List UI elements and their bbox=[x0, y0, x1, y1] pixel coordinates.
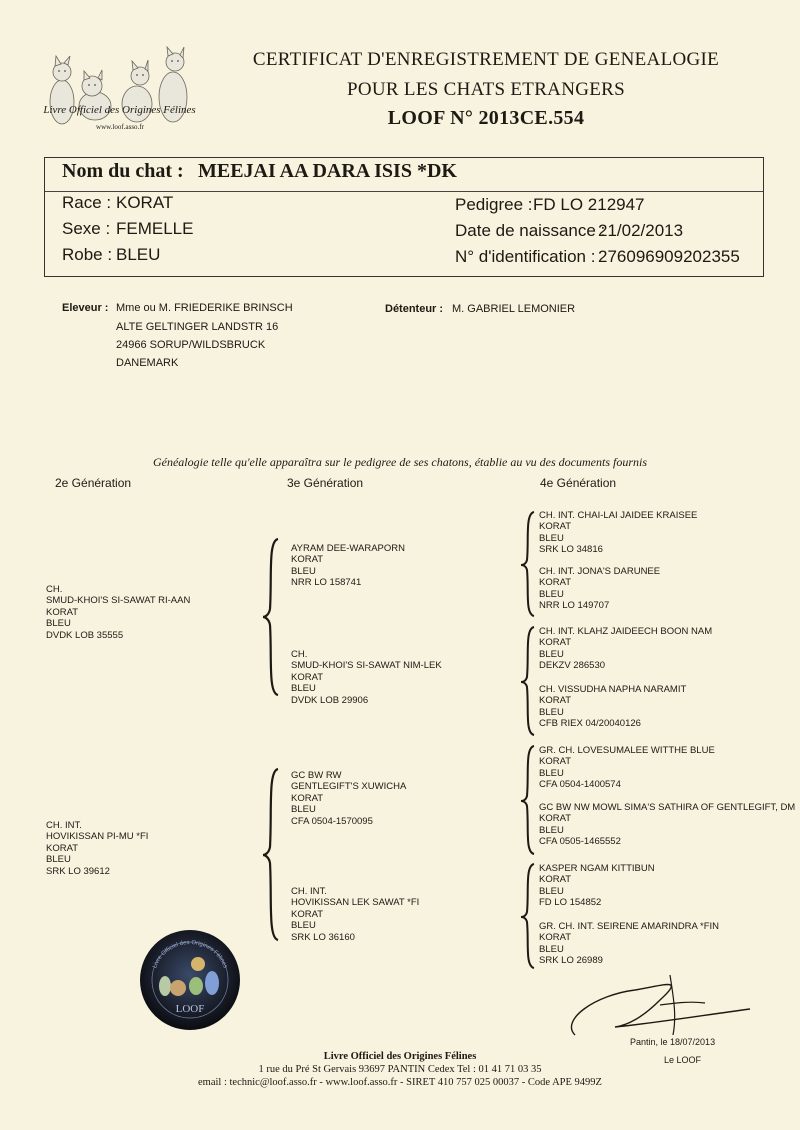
breeder-label: Eleveur : bbox=[62, 302, 109, 314]
gen3-ancestor-1: AYRAM DEE-WARAPORN KORAT BLEU NRR LO 158741 bbox=[291, 543, 406, 589]
seal-ring-text: Livre Officiel des Origines Félines bbox=[152, 939, 228, 970]
gen4-ancestor-3: CH. INT. KLAHZ JAIDEECH BOON NAM KORAT BLEU DEKZV 286530 bbox=[539, 626, 713, 672]
gen2-heading: 2e Génération bbox=[55, 476, 132, 490]
pedigree-value: FD LO 212947 bbox=[533, 195, 645, 214]
logo-caption: Livre Officiel des Origines Félines bbox=[43, 104, 196, 116]
gen3-ancestor-4: CH. INT. HOVIKISSAN LEK SAWAT *FI KORAT BLEU SRK LO 36160 bbox=[291, 886, 420, 943]
seal-loof-text: LOOF bbox=[175, 1003, 205, 1015]
loof-number: LOOF N° 2013CE.554 bbox=[387, 107, 585, 129]
birth-label: Date de naissance : bbox=[455, 221, 606, 240]
gen4-ancestor-1: CH. INT. CHAI-LAI JAIDEE KRAISEE KORAT BLEU SRK LO 34816 bbox=[539, 510, 698, 556]
gen4-ancestor-6: GC BW NW MOWL SIMA'S SATHIRA OF GENTLEGIFT, DM KORAT BLEU CFA 0505-1465552 bbox=[539, 802, 796, 848]
certificate-subtitle: POUR LES CHATS ETRANGERS bbox=[347, 79, 625, 100]
race-value: KORAT bbox=[116, 193, 174, 212]
holder-name: M. GABRIEL LEMONIER bbox=[452, 303, 576, 315]
gen4-ancestor-4: CH. VISSUDHA NAPHA NARAMIT KORAT BLEU CFB RIEX 04/20040126 bbox=[539, 684, 687, 730]
cat-name: MEEJAI AA DARA ISIS *DK bbox=[198, 160, 457, 182]
birth-value: 21/02/2013 bbox=[598, 221, 684, 240]
logo-url: www.loof.asso.fr bbox=[96, 123, 144, 131]
gen3-brace-bottom bbox=[262, 767, 282, 942]
breeder-line3: 24966 SORUP/WILDSBRUCK bbox=[116, 339, 266, 351]
robe-label: Robe : bbox=[62, 245, 113, 264]
loof-seal-hologram bbox=[138, 928, 242, 1032]
gen2-ancestor-dam: CH. INT. HOVIKISSAN PI-MU *FI KORAT BLEU SRK LO 39612 bbox=[46, 820, 149, 877]
genealogy-note: Généalogie telle qu'elle apparaîtra sur le pedigree de ses chatons, établie au vu des documents fournis bbox=[152, 455, 648, 469]
sexe-value: FEMELLE bbox=[116, 219, 194, 238]
breeder-line2: ALTE GELTINGER LANDSTR 16 bbox=[116, 321, 279, 333]
cat-name-label: Nom du chat : bbox=[62, 160, 184, 182]
gen4-brace-3 bbox=[520, 744, 538, 856]
pedigree-label: Pedigree : bbox=[455, 195, 533, 214]
footer-address: 1 rue du Pré St Gervais 93697 PANTIN Cedex Tel : 01 41 71 03 35 bbox=[258, 1064, 542, 1075]
breeder-line1: Mme ou M. FRIEDERIKE BRINSCH bbox=[116, 302, 293, 314]
certificate-title: CERTIFICAT D'ENREGISTREMENT DE GENEALOGIE bbox=[252, 49, 720, 70]
gen3-ancestor-3: GC BW RW GENTLEGIFT'S XUWICHA KORAT BLEU CFA 0504-1570095 bbox=[291, 770, 407, 827]
footer-org: Livre Officiel des Origines Félines bbox=[323, 1051, 477, 1062]
gen4-ancestor-2: CH. INT. JONA'S DARUNEE KORAT BLEU NRR LO 149707 bbox=[539, 566, 661, 612]
gen3-brace-top bbox=[262, 537, 282, 697]
gen4-brace-2 bbox=[520, 625, 538, 737]
breeder-line4: DANEMARK bbox=[116, 357, 179, 369]
gen4-heading: 4e Génération bbox=[540, 476, 617, 490]
gen4-brace-4 bbox=[520, 862, 538, 970]
gen4-ancestor-5: GR. CH. LOVESUMALEE WITTHE BLUE KORAT BLEU CFA 0504-1400574 bbox=[539, 745, 715, 791]
id-label: N° d'identification : bbox=[455, 247, 596, 266]
gen3-heading: 3e Génération bbox=[287, 476, 364, 490]
gen4-ancestor-8: GR. CH. INT. SEIRENE AMARINDRA *FIN KORAT BLEU SRK LO 26989 bbox=[539, 921, 719, 967]
id-value: 276096909202355 bbox=[598, 247, 740, 266]
gen4-brace-1 bbox=[520, 510, 538, 618]
signature-signer: Le LOOF bbox=[664, 1055, 702, 1065]
holder-label: Détenteur : bbox=[385, 303, 444, 315]
race-label: Race : bbox=[62, 193, 112, 212]
sexe-label: Sexe : bbox=[62, 219, 111, 238]
box-divider bbox=[45, 191, 763, 192]
gen3-ancestor-2: CH. SMUD-KHOI'S SI-SAWAT NIM-LEK KORAT BLEU DVDK LOB 29906 bbox=[291, 649, 442, 706]
signature bbox=[555, 965, 755, 1045]
robe-value: BLEU bbox=[116, 245, 161, 264]
signature-place-date: Pantin, le 18/07/2013 bbox=[630, 1037, 716, 1047]
gen4-ancestor-7: KASPER NGAM KITTIBUN KORAT BLEU FD LO 154852 bbox=[539, 863, 655, 909]
gen2-ancestor-sire: CH. SMUD-KHOI'S SI-SAWAT RI-AAN KORAT BLEU DVDK LOB 35555 bbox=[46, 584, 191, 641]
footer-contact: email : technic@loof.asso.fr - www.loof.asso.fr - SIRET 410 757 025 00037 - Code APE 9499Z bbox=[198, 1077, 602, 1088]
